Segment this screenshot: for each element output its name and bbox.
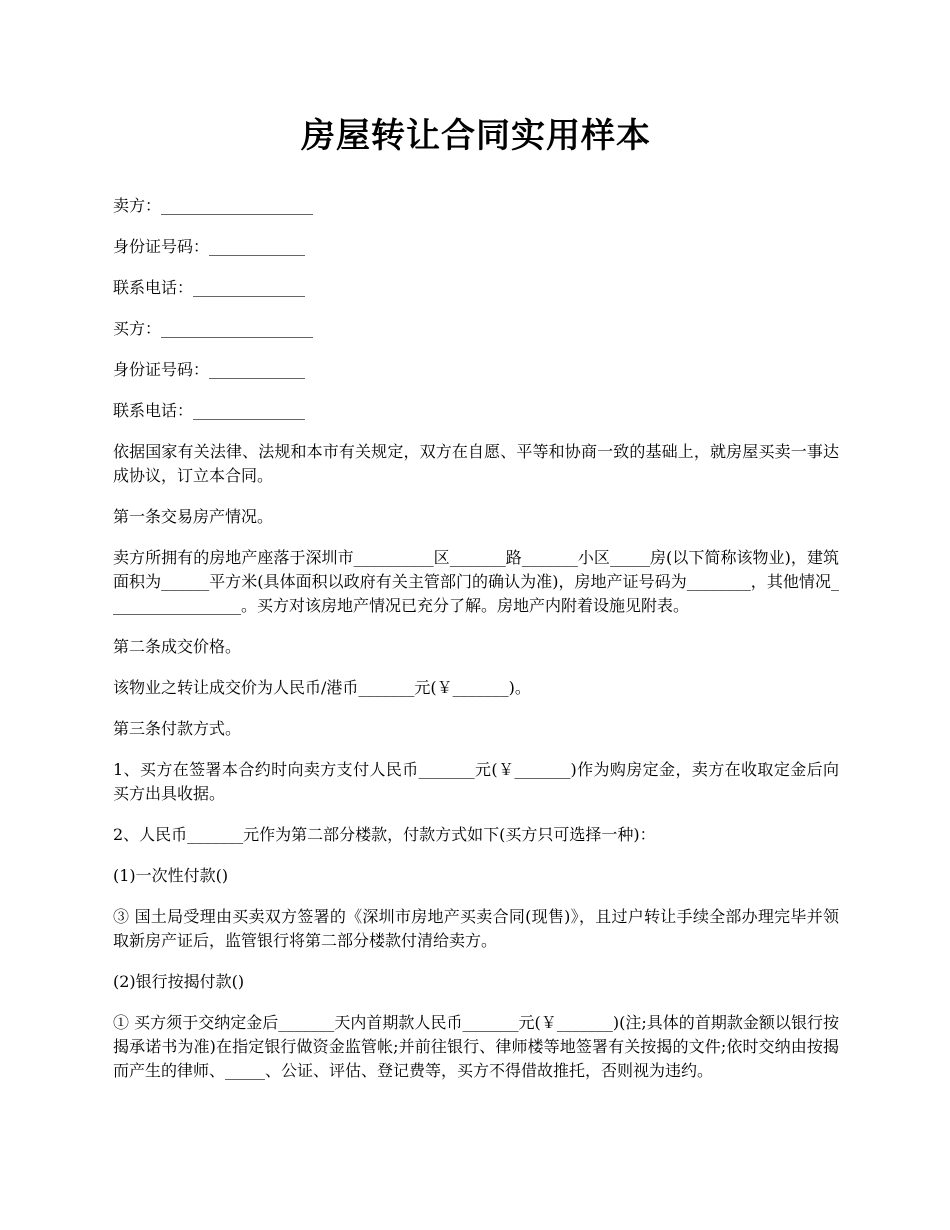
buyer-id-field: 身份证号码：____________ [113, 360, 306, 379]
article-2-heading: 第二条成交价格。 [113, 637, 242, 656]
payment-clause-2: 2、人民币_______元作为第二部分楼款，付款方式如下(买方只可选择一种)： [113, 825, 656, 844]
lump-sum-option: (1)一次性付款() [113, 866, 229, 885]
article-2-paragraph: 该物业之转让成交价为人民币/港币_______元(￥_______)。 [113, 678, 531, 697]
document-title: 房屋转让合同实用样本 [301, 116, 651, 156]
contract-body [113, 440, 839, 1083]
article-3-heading: 第三条付款方式。 [113, 719, 242, 738]
document-page [113, 110, 839, 1100]
buyer-name-field: 买方：___________________ [113, 319, 314, 338]
payment-clause-1: 1、买方在签署本合约时向卖方支付人民币_______元(￥_______)作为购房定金，卖方在收取定金后向买方出具收据。 [113, 760, 839, 803]
party-fields [113, 194, 839, 423]
mortgage-clause: ① 买方须于交纳定金后_______天内首期款人民币_______元(￥_______)(注;具体的首期款金额以银行按揭承诺书为准)在指定银行做资金监管帐;并前往银行、律师楼等地签署有关按揭的文件;依时交纳由按揭而产生的律师、_____、公证、评估、登记费等，买方不得借故推托，否则视为违约。 [113, 1013, 839, 1080]
lump-sum-clause: ③ 国土局受理由买卖双方签署的《深圳市房地产买卖合同(现售)》，且过户转让手续全部办理完毕并领取新房产证后，监管银行将第二部分楼款付清给卖方。 [113, 907, 839, 950]
seller-phone-field: 联系电话：______________ [113, 278, 306, 297]
seller-name-field: 卖方：___________________ [113, 196, 314, 215]
buyer-phone-field: 联系电话：______________ [113, 401, 306, 420]
article-1-paragraph: 卖方所拥有的房地产座落于深圳市__________区_______路_______小区_____房(以下简称该物业)，建筑面积为______平方米(具体面积以政府有关主管部门的确认为准)，房地产证号码为________，其他情况_________________。买方对该房地产情况已充分了解。房地产内附着设施见附表。 [113, 548, 839, 615]
seller-id-field: 身份证号码：____________ [113, 237, 306, 256]
article-1-heading: 第一条交易房产情况。 [113, 507, 274, 526]
preamble-paragraph: 依据国家有关法律、法规和本市有关规定，双方在自愿、平等和协商一致的基础上，就房屋买卖一事达成协议，订立本合同。 [113, 442, 839, 485]
mortgage-option: (2)银行按揭付款() [113, 972, 245, 991]
